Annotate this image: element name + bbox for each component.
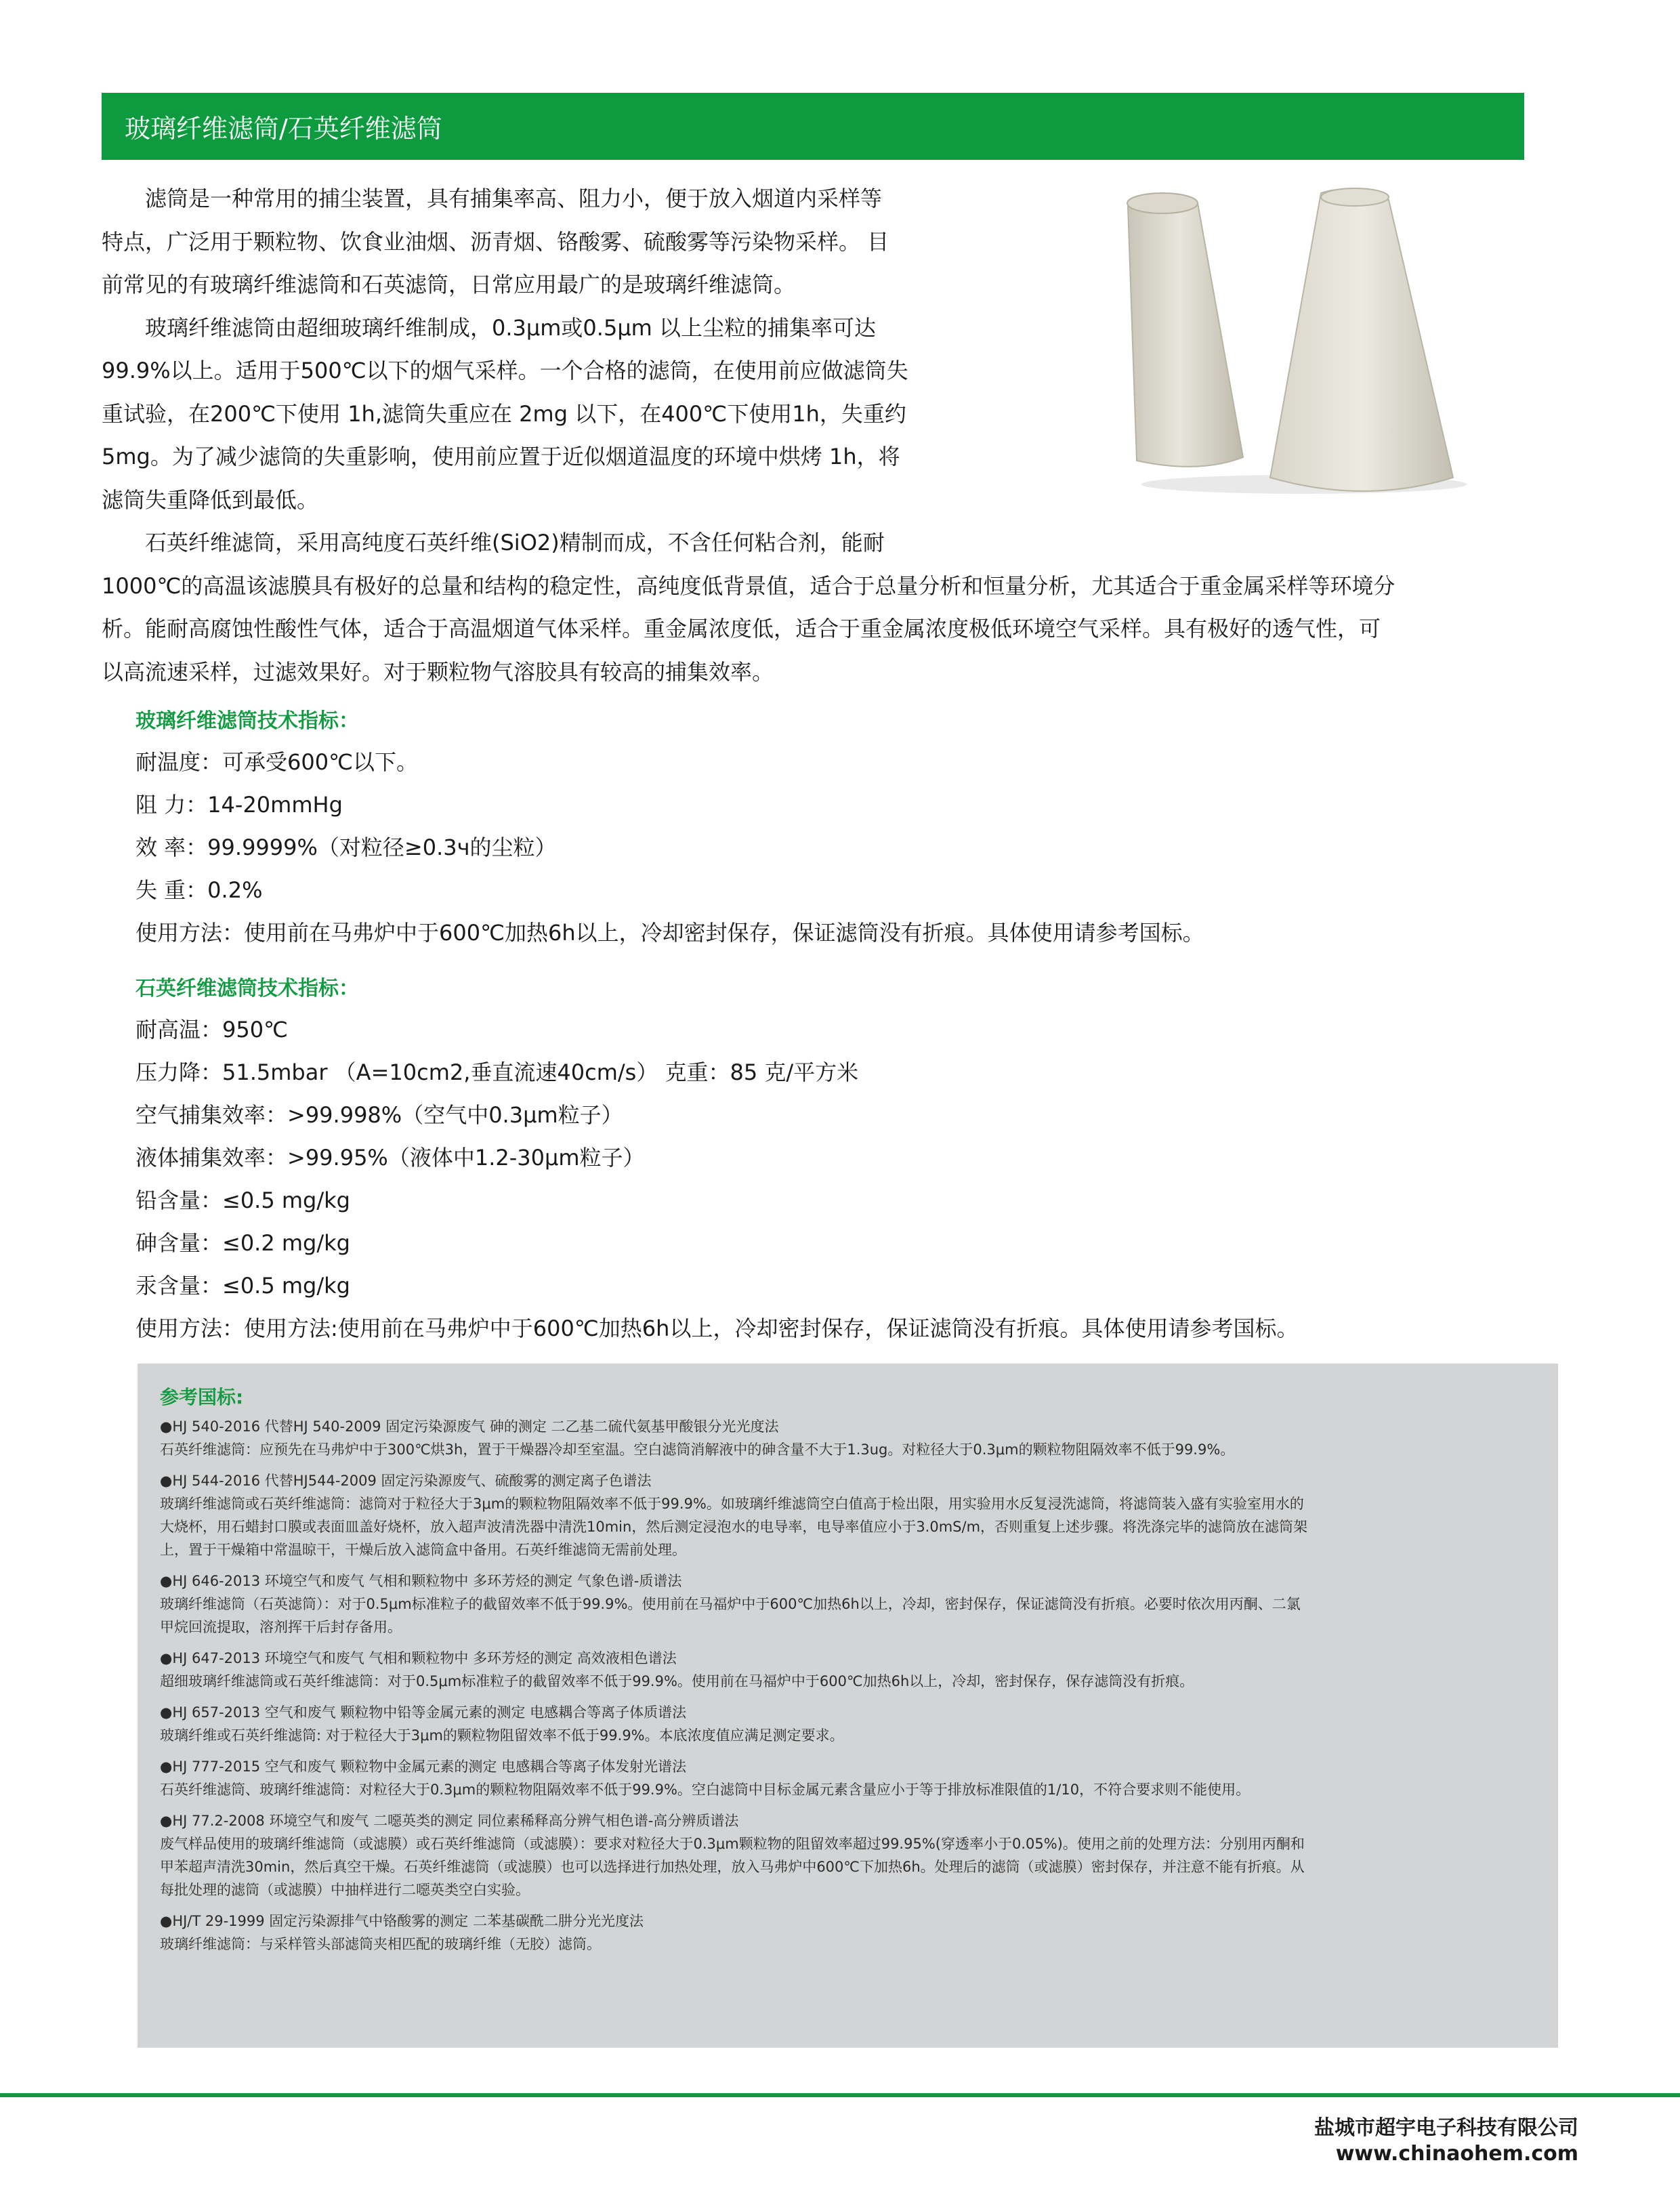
quartz-spec-line: 空气捕集效率：>99.998%（空气中0.3μm粒子） bbox=[135, 1102, 623, 1128]
company-website[interactable]: www.chinaohem.com bbox=[1335, 2142, 1578, 2166]
intro-line: 前常见的有玻璃纤维滤筒和石英滤筒，日常应用最广的是玻璃纤维滤筒。 bbox=[102, 272, 796, 297]
intro-line: 99.9%以上。适用于500℃以下的烟气采样。一个合格的滤筒，在使用前应做滤筒失 bbox=[102, 358, 908, 383]
reference-item bbox=[160, 1910, 1536, 1956]
quartz-specs-heading: 石英纤维滤筒技术指标： bbox=[135, 977, 359, 1001]
reference-standard-title: ●HJ 657-2013 空气和废气 颗粒物中铅等金属元素的测定 电感耦合等离子体质谱法 bbox=[160, 1704, 687, 1721]
reference-standard-title: ●HJ 646-2013 环境空气和废气 气相和颗粒物中 多环芳烃的测定 气象色谱-质谱法 bbox=[160, 1573, 682, 1589]
intro-line: 玻璃纤维滤筒由超细玻璃纤维制成，0.3μm或0.5μm 以上尘粒的捕集率可达 bbox=[102, 314, 877, 341]
intro-line: 以高流速采样，过滤效果好。对于颗粒物气溶胶具有较高的捕集效率。 bbox=[102, 658, 774, 685]
reference-description: 玻璃纤维滤筒（石英滤筒）：对于0.5μm标准粒子的截留效率不低于99.9%。使用前在马福炉中于600℃加热6h以上，冷却，密封保存，保证滤筒没有折痕。必要时依次用丙酮、二氯 甲烷回流提取，溶剂挥干后封存备用。 bbox=[160, 1596, 1301, 1635]
company-name: 盐城市超宇电子科技有限公司 bbox=[1314, 2116, 1578, 2140]
quartz-spec-line: 使用方法：使用方法:使用前在马弗炉中于600℃加热6h以上，冷却密封保存，保证滤筒没有折痕。具体使用请参考国标。 bbox=[135, 1315, 1299, 1341]
reference-description: 石英纤维滤筒、玻璃纤维滤筒：对粒径大于0.3μm的颗粒物阻隔效率不低于99.9%。空白滤筒中目标金属元素含量应小于等于排放标准限值的1/10，不符合要求则不能使用。 bbox=[160, 1782, 1251, 1798]
intro-line: 析。能耐高腐蚀性酸性气体，适合于高温烟道气体采样。重金属浓度低，适合于重金属浓度极低环境空气采样。具有极好的透气性，可 bbox=[102, 616, 1381, 641]
quartz-spec-line: 压力降：51.5mbar （A=10cm2,垂直流速40cm/s） 克重：85 克/平方米 bbox=[135, 1059, 859, 1085]
glass-spec-line: 耐温度：可承受600℃以下。 bbox=[135, 749, 419, 775]
title-banner bbox=[102, 93, 1524, 160]
reference-item bbox=[160, 1415, 1536, 1461]
quartz-spec-line: 汞含量：≤0.5 mg/kg bbox=[135, 1273, 350, 1299]
quartz-spec-line: 耐高温：950℃ bbox=[135, 1017, 289, 1043]
reference-description: 超细玻璃纤维滤筒或石英纤维滤筒：对于0.5μm标准粒子的截留效率不低于99.9%。使用前在马福炉中于600℃加热6h以上，冷却，密封保存，保存滤筒没有折痕。 bbox=[160, 1673, 1194, 1689]
intro-line: 滤筒失重降低到最低。 bbox=[102, 486, 319, 513]
intro-line: 5mg。为了减少滤筒的失重影响，使用前应置于近似烟道温度的环境中烘烤 1h，将 bbox=[102, 444, 900, 469]
reference-item bbox=[160, 1469, 1536, 1561]
reference-item bbox=[160, 1701, 1536, 1747]
reference-description: 废气样品使用的玻璃纤维滤筒（或滤膜）或石英纤维滤筒（或滤膜）：要求对粒径大于0.3μm颗粒物的阻留效率超过99.95%(穿透率小于0.05%)。使用之前的处理方法：分别用丙酮和 甲苯超声清洗30min，然后真空干燥。石英纤维滤筒（或滤膜）也可以选择进行加热处理，放入马弗炉中600℃下加热6h。处理后的滤筒（或滤膜）密封保存，并注意不能有折痕。从 每批处理的滤筒（或滤膜）中抽样进行二噁英类空白实验。 bbox=[160, 1836, 1305, 1898]
quartz-spec-line: 铅含量：≤0.5 mg/kg bbox=[135, 1187, 350, 1213]
reference-standards-box bbox=[138, 1364, 1558, 2048]
reference-standard-title: ●HJ/T 29-1999 固定污染源排气中铬酸雾的测定 二苯基碳酰二肼分光光度法 bbox=[160, 1913, 644, 1929]
intro-line: 1000℃的高温该滤膜具有极好的总量和结构的稳定性，高纯度低背景值，适合于总量分析和恒量分析，尤其适合于重金属采样等环境分 bbox=[102, 572, 1395, 599]
intro-line: 滤筒是一种常用的捕尘装置，具有捕集率高、阻力小，便于放入烟道内采样等 bbox=[102, 186, 883, 211]
reference-item bbox=[160, 1755, 1536, 1801]
reference-standard-title: ●HJ 647-2013 环境空气和废气 气相和颗粒物中 多环芳烃的测定 高效液相色谱法 bbox=[160, 1650, 677, 1666]
quartz-spec-line: 砷含量：≤0.2 mg/kg bbox=[135, 1230, 350, 1256]
page-title: 玻璃纤维滤筒/石英纤维滤筒 bbox=[125, 114, 442, 144]
glass-spec-line: 阻 力：14-20mmHg bbox=[135, 792, 343, 818]
quartz-spec-line: 液体捕集效率：>99.95%（液体中1.2-30μm粒子） bbox=[135, 1145, 645, 1171]
intro-line: 石英纤维滤筒，采用高纯度石英纤维(SiO2)精制而成，不含任何粘合剂，能耐 bbox=[102, 530, 885, 555]
footer-divider bbox=[0, 2093, 1680, 2097]
reference-standard-title: ●HJ 777-2015 空气和废气 颗粒物中金属元素的测定 电感耦合等离子体发射光谱法 bbox=[160, 1759, 687, 1775]
reference-item bbox=[160, 1647, 1536, 1693]
reference-description: 玻璃纤维滤筒：与采样管头部滤筒夹相匹配的玻璃纤维（无胶）滤筒。 bbox=[160, 1936, 601, 1952]
reference-description: 石英纤维滤筒：应预先在马弗炉中于300℃烘3h，置于干燥器冷却至室温。空白滤筒消解液中的砷含量不大于1.3ug。对粒径大于0.3μm的颗粒物阻隔效率不低于99.9%。 bbox=[160, 1441, 1235, 1458]
reference-heading: 参考国标: bbox=[160, 1386, 244, 1408]
reference-standard-title: ●HJ 540-2016 代替HJ 540-2009 固定污染源废气 砷的测定 二乙基二硫代氨基甲酸银分光光度法 bbox=[160, 1418, 779, 1435]
glass-spec-line: 使用方法：使用前在马弗炉中于600℃加热6h以上，冷却密封保存，保证滤筒没有折痕。具体使用请参考国标。 bbox=[135, 920, 1204, 946]
reference-description: 玻璃纤维或石英纤维滤筒: 对于粒径大于3μm的颗粒物阻留效率不低于99.9%。本底浓度值应满足测定要求。 bbox=[160, 1727, 844, 1744]
glass-spec-line: 失 重：0.2% bbox=[135, 877, 263, 903]
reference-standard-title: ●HJ 77.2-2008 环境空气和废气 二噁英类的测定 同位素稀释高分辨气相色谱-高分辨质谱法 bbox=[160, 1813, 739, 1829]
spec-section bbox=[135, 702, 1545, 1350]
glass-specs-heading: 玻璃纤维滤筒技术指标： bbox=[135, 709, 359, 733]
reference-item bbox=[160, 1570, 1536, 1639]
filter-thimbles-photo bbox=[1118, 186, 1477, 498]
intro-line: 重试验，在200℃下使用 1h,滤筒失重应在 2mg 以下，在400℃下使用1h，失重约 bbox=[102, 400, 906, 427]
reference-item bbox=[160, 1809, 1536, 1901]
reference-description: 玻璃纤维滤筒或石英纤维滤筒：滤筒对于粒径大于3μm的颗粒物阻隔效率不低于99.9%。如玻璃纤维滤筒空白值高于检出限，用实验用水反复浸洗滤筒，将滤筒装入盛有实验室用水的 大烧杯，用石蜡封口膜或表面皿盖好烧杯，放入超声波清洗器中清洗10min，然后测定浸泡水的电导率，电导率值应小于3.0mS/m，否则重复上述步骤。将洗涤完毕的滤筒放在滤筒架 上，置于干燥箱中常温晾干，干燥后放入滤筒盒中备用。石英纤维滤筒无需前处理。 bbox=[160, 1496, 1308, 1558]
intro-line: 特点，广泛用于颗粒物、饮食业油烟、沥青烟、铬酸雾、硫酸雾等污染物采样。 目 bbox=[102, 228, 889, 255]
reference-standard-title: ●HJ 544-2016 代替HJ544-2009 固定污染源废气、硫酸雾的测定离子色谱法 bbox=[160, 1473, 652, 1489]
glass-spec-line: 效 率：99.9999%（对粒径≥0.3ч的尘粒） bbox=[135, 835, 557, 860]
